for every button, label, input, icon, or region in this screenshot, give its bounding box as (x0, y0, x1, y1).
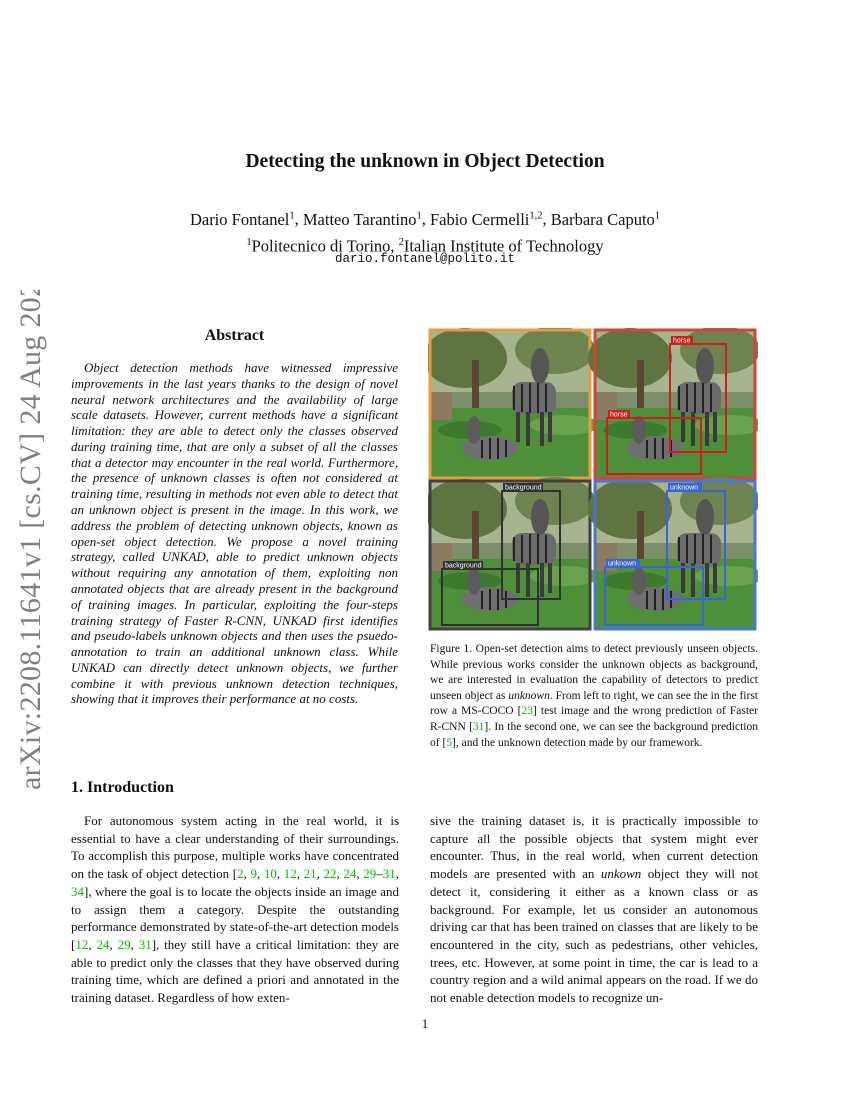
unknown-label-1: unknown (670, 484, 699, 492)
section-heading-introduction: 1. Introduction (71, 779, 174, 796)
author-email[interactable]: dario.fontanel@polito.it (334, 252, 516, 266)
citation-link[interactable]: 21 (303, 866, 317, 882)
author-2: Matteo Tarantino$^1$ (302, 209, 422, 229)
citation-link[interactable]: 2 (237, 866, 244, 882)
citation-link[interactable]: 24 (96, 936, 110, 952)
figure-1 (428, 328, 758, 631)
panel-faster-rcnn (588, 328, 758, 478)
abstract-heading: Abstract (204, 327, 265, 344)
citation-link[interactable]: 31 (138, 936, 152, 952)
intro-right-column: sive the training dataset is, it is practically impossible to capture all the possible objects that system might ever encounter. Thus, in the real world, when current detection models are presented with an unkown object they will not detect it, considering it either as a known class or as background. For example, let us consider an autonomous driving car that has been trained on classes that are likely to be encountered in the city, such as pedestrians, other vehicles, trees, etc. However, at some point in time, the car is lead to a country region and a wild animal appears on the road. If we do not enable detection models to recognize un- (430, 813, 758, 1006)
caption-label: Figure 1. (430, 643, 473, 655)
background-label-1: background (505, 484, 542, 492)
author-names: Dario Fontanel$^1$, Matteo Tarantino$^1$, Fabio Cermelli$^{1,2}$, Barbara Caputo$^1$ (189, 209, 661, 229)
background-label-2: background (445, 562, 482, 570)
author-3: Fabio Cermelli$^{1,2}$ (429, 209, 543, 229)
citation-link[interactable]: 10 (263, 866, 277, 882)
citation-link[interactable]: 12 (75, 936, 89, 952)
page-number: 1 (421, 1016, 429, 1031)
citation-link[interactable]: 24 (343, 866, 357, 882)
author-1: Dario Fontanel$^1$ (189, 209, 295, 229)
citation-link[interactable]: 31 (382, 866, 396, 882)
intro-left-column: For autonomous system acting in the real world, it is essential to have a clear understanding of their surroundings. To accomplish this purpose, multiple works have concentrated on the task of object detection [2, 9, 10, 12, 21, 22, 24, 29–31, 34], where the goal is to locate the objects inside an image and to assign them a category. Despite the outstanding performance demonstrated by state-of-the-art detection models [12, 24, 29, 31], they still have a critical limitation: they are able to predict only the classes that they have observed during training time, which are defined a priori and annotated in the training dataset. Regardless of how exten- (71, 813, 400, 1006)
citation-link[interactable]: 12 (283, 866, 297, 882)
arxiv-stamp (6, 290, 52, 790)
citation-link[interactable]: 31 (472, 720, 485, 733)
citation-link[interactable]: 9 (250, 866, 258, 882)
author-4: Barbara Caputo$^1$ (550, 209, 661, 229)
citation-link[interactable]: 22 (323, 866, 337, 882)
citation-link[interactable]: 29 (363, 866, 377, 882)
citation-link[interactable]: 5 (446, 736, 453, 749)
affiliations: $^1$Politecnico di Torino, $^2$Italian Institute of Technology (246, 236, 604, 255)
arxiv-id: arXiv:2208.11641v1 [cs.CV] 24 Aug 2022 (14, 290, 47, 790)
paper-title: Detecting the unknown in Object Detection (245, 151, 605, 172)
citation-link[interactable]: 29 (117, 936, 131, 952)
panel-background (428, 477, 600, 629)
panel-original (428, 328, 600, 478)
citation-link[interactable]: 23 (521, 705, 533, 718)
horse-label-2: horse (610, 411, 628, 419)
citation-link[interactable]: 34 (71, 883, 84, 899)
panel-unknown (588, 477, 758, 629)
figure-caption: Figure 1. Open-set detection aims to detect previously unseen objects. While previous works consider the unknown objects as background, we are interested in evaluation the capability of detectors to predict unseen object as unknown. From left to right, we can see the in the first row a MS-COCO [23] test image and the wrong prediction of Faster R-CNN [31]. In the second one, we can see the background prediction of [5], and the unknown detection made by our framework. (430, 643, 758, 749)
horse-label-1: horse (673, 337, 691, 345)
unknown-label-2: unknown (608, 560, 637, 568)
abstract-text: Object detection methods have witnessed impressive improvements in the last years thanks to the design of novel neural network architectures and the availability of large scale datasets. However, current methods have a significant limitation: they are able to detect only the classes observed during training time, that are only a subset of all the classes that a detector may encounter in the real world. Furthermore, the presence of unknown classes is often not considered at training time, resulting in methods not even able to detect that an unknown object is present in the image. In this work, we address the problem of detecting unknown objects, known as open-set object detection. We propose a novel training strategy, called UNKAD, able to predict unknown objects without requiring any annotation of them, exploiting non annotated objects that are already present in the background of training images. In particular, exploiting the four-steps training strategy of Faster R-CNN, UNKAD first identifies and pseudo-labels unknown objects and then uses the psuedo-annotation to train an additional unknown class. While UNKAD can directly detect unknown objects, we further combine it with previous unknown detection techniques, showing that it improves their performance at no costs. (71, 360, 398, 707)
author-block (0, 204, 850, 257)
